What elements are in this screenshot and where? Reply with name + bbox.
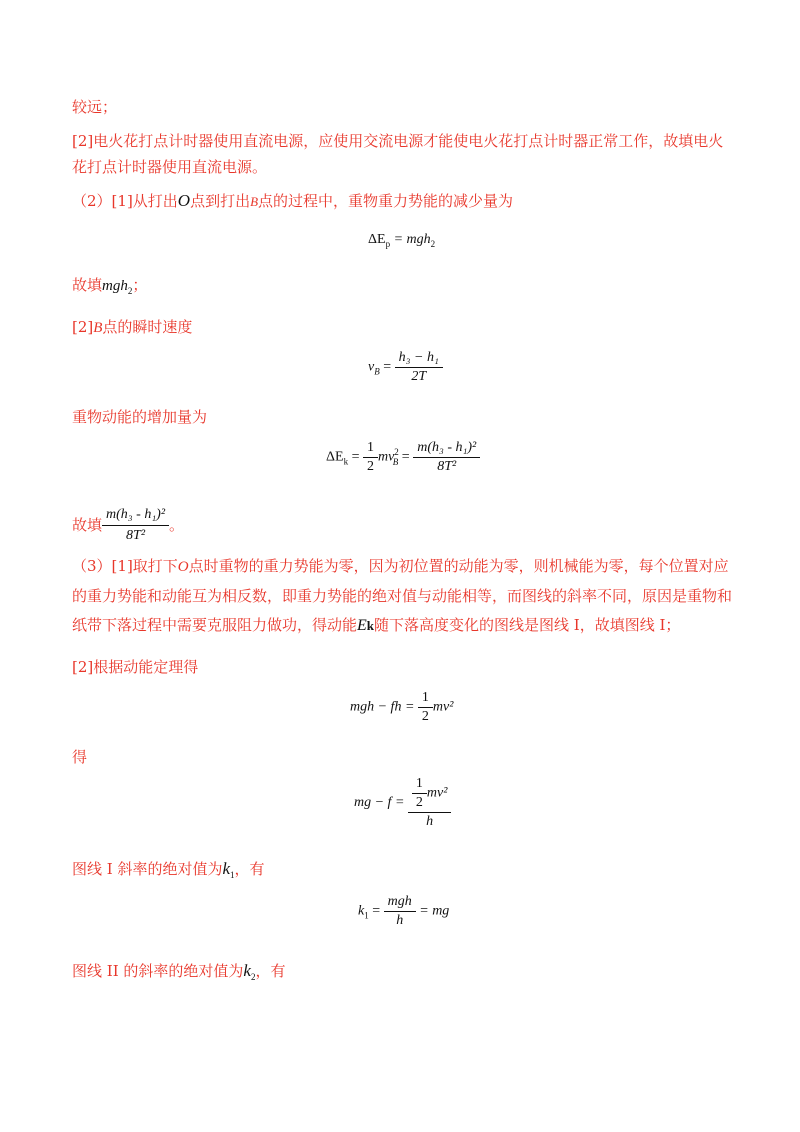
equation-k1: $k_1$ = $\frac{\text{mgh}}{h}$ = mg <box>358 894 450 928</box>
ek-symbol: Ek <box>357 617 375 634</box>
paragraph-9: [2]根据动能定理得 <box>72 658 199 676</box>
fraction-half: $\frac{1}{2}$ <box>418 690 433 725</box>
fraction: $\frac{\text{mgh}}{h}$ <box>384 894 416 929</box>
paragraph-2: [2]电火花打点计时器使用直流电源，应使用交流电源才能使电火花打点计时器正常工作，故填电火花打点计时器使用直流电源。 <box>72 132 724 176</box>
paragraph-11: 图线 I 斜率的绝对值为$k_1$，有 <box>72 859 265 880</box>
paragraph-7: 故填 $\frac{\text{m(h₃ - h₁)²}}{\text{8T²}}$ 。 <box>72 506 185 543</box>
paragraph-3: （2）[1]从打出O点到打出B点的过程中，重物重力势能的减少量为 <box>72 191 514 210</box>
fraction: $\frac{\text{h₃ − h₁}}{2T}$ <box>395 350 443 385</box>
fraction: $\frac{1}{2}$ mv² h <box>408 776 452 830</box>
paragraph-12: 图线 II 的斜率的绝对值为$k_2$，有 <box>72 961 286 982</box>
equation-mg-minus-f: mg − f = $\frac{1}{2}$ mv² h <box>354 776 451 830</box>
fraction: $\frac{\text{m(h₃ - h₁)²}}{\text{8T²}}$ <box>413 440 480 475</box>
equation-kinetic-energy: $\Delta E_k$ = $\frac{1}{2}$ $mv^2_B$ = $\frac{\text{m(h₃ - h₁)²}}{\text{8T²}}$ <box>326 440 480 475</box>
paragraph-1: 较远； <box>72 98 118 116</box>
fraction-half: $\frac{1}{2}$ <box>363 440 378 475</box>
paragraph-4: 故填mgh$_2$； <box>72 276 148 296</box>
equation-potential-energy: $\Delta E_p = mgh_2$ <box>368 232 436 249</box>
paragraph-8: （3）[1]取打下O点时重物的重力势能为零，因为初位置的动能为零，则机械能为零，每个位置对应的重力势能和动能互为相反数，即重力势能的绝对值与动能相等，而图线的斜率不同，原因是重物和纸带下落过程中需要克服阻力做功，得动能Ek随下落高度变化的图线是图线 I，故填图线 I； <box>72 557 733 634</box>
paragraph-10: 得 <box>72 748 88 766</box>
equation-work-energy: mgh − fh = $\frac{1}{2}$ mv² <box>350 690 454 724</box>
equation-velocity-b: $v_B$ = $\frac{\text{h₃ − h₁}}{2T}$ <box>368 350 443 385</box>
paragraph-6: 重物动能的增加量为 <box>72 408 208 426</box>
answer-fraction: $\frac{\text{m(h₃ - h₁)²}}{\text{8T²}}$ <box>102 506 169 545</box>
paragraph-5: [2]B点的瞬时速度 <box>72 318 193 336</box>
